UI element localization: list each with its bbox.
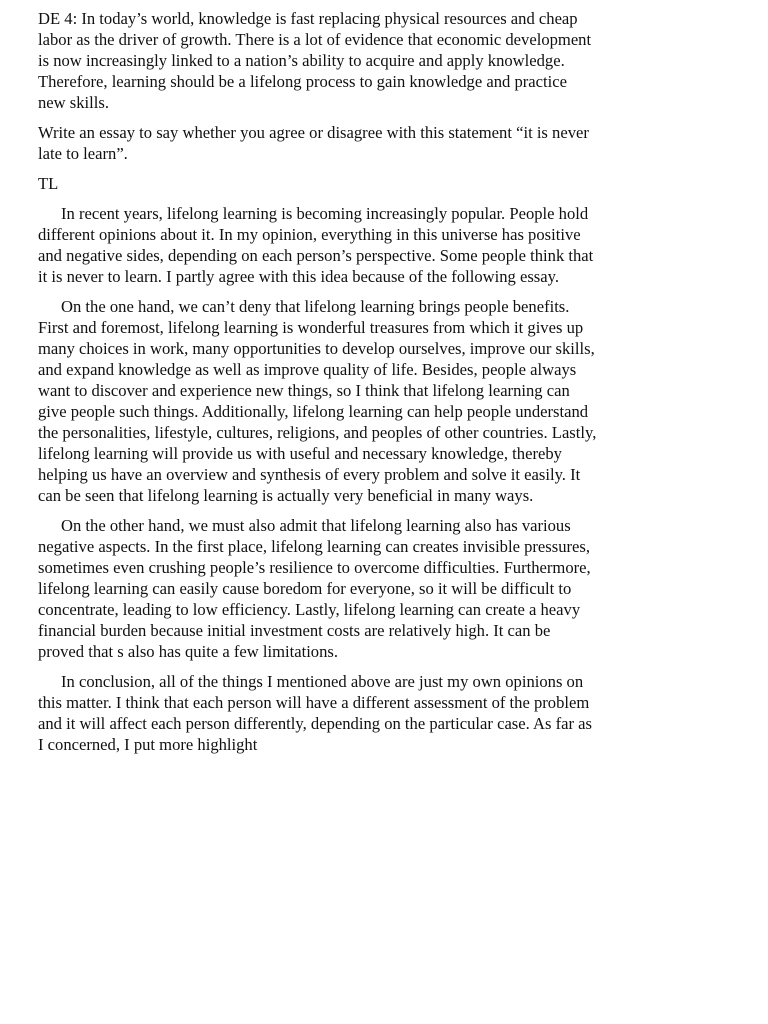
essay-body-paragraph-1: On the one hand, we can’t deny that lifelong learning brings people benefits. First and foremost, lifelong learning is wonderful treasures from which it gives up many choices in work, many opportunities to develop ourselves, improve our skills, and expand knowledge as well as improve quality of life. Besides, people always want to discover and experience new things, so I think that lifelong learning can give people such things. Additionally, lifelong learning can help people understand the personalities, lifestyle, cultures, religions, and peoples of other countries. Lastly, lifelong learning will provide us with useful and necessary knowledge, thereby helping us have an overview and synthesis of every problem and solve it easily. It can be seen that lifelong learning is actually very beneficial in many ways. xyxy=(38,297,597,505)
essay-introduction-paragraph: In recent years, lifelong learning is becoming increasingly popular. People hold different opinions about it. In my opinion, everything in this universe has positive and negative sides, depending on each person’s perspective. Some people think that it is never to learn. I partly agree with this idea because of the following essay. xyxy=(38,204,594,286)
essay-prompt-topic: DE 4: In today’s world, knowledge is fast replacing physical resources and cheap labor as the driver of growth. There is a lot of evidence that economic development is now increasingly linked to a nation’s ability to acquire and apply knowledge. Therefore, learning should be a lifelong process to gain knowledge and practice new skills. xyxy=(38,9,592,112)
document-page xyxy=(38,8,598,764)
author-label: TL xyxy=(38,174,59,193)
essay-conclusion-paragraph: In conclusion, all of the things I mentioned above are just my own opinions on this matter. I think that each person will have a different assessment of the problem and it will affect each person differently, depending on the particular case. As far as I concerned, I put more highlight xyxy=(38,672,592,754)
essay-body-paragraph-2: On the other hand, we must also admit that lifelong learning also has various negative aspects. In the first place, lifelong learning can creates invisible pressures, sometimes even crushing people’s resilience to overcome difficulties. Furthermore, lifelong learning can easily cause boredom for everyone, so it will be difficult to concentrate, leading to low efficiency. Lastly, lifelong learning can create a heavy financial burden because initial investment costs are relatively high. It can be proved that s also has quite a few limitations. xyxy=(38,516,591,661)
essay-prompt-instruction: Write an essay to say whether you agree or disagree with this statement “it is never late to learn”. xyxy=(38,123,589,163)
